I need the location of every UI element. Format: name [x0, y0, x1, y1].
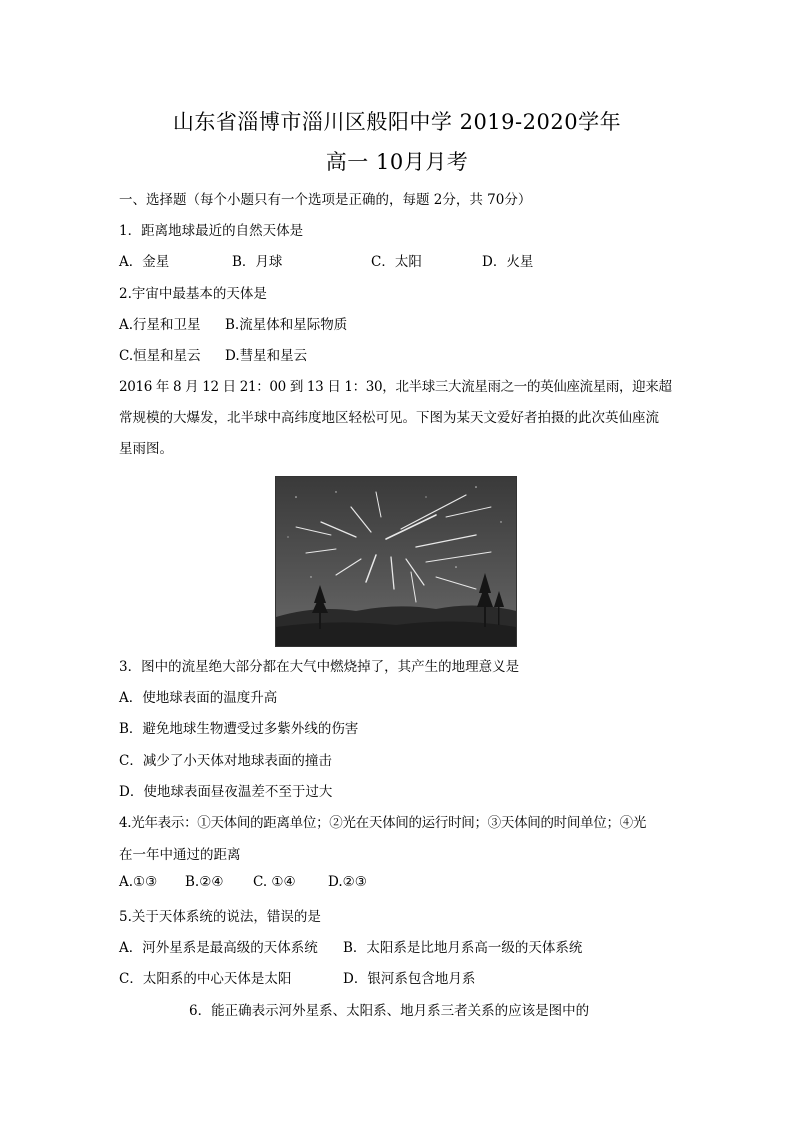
q4-option-c: C. ①④ [253, 874, 296, 890]
q3-option-d: D．使地球表面昼夜温差不至于过大 [119, 784, 333, 800]
q1-option-a: A．金星 [119, 254, 170, 270]
meteor-shower-photo [275, 476, 517, 647]
q4-stem-line-1: 4.光年表示：①天体间的距离单位；②光在天体间的运行时间；③天体间的时间单位；④光 [119, 815, 647, 831]
exam-subtitle: 高一 10月月考 [325, 150, 469, 174]
q5-option-b: B．太阳系是比地月系高一级的天体系统 [343, 940, 583, 956]
exam-title: 山东省淄博市淄川区般阳中学 2019-2020学年 [172, 110, 622, 134]
q2-option-b: B.流星体和星际物质 [225, 317, 348, 333]
q4-stem-line-2: 在一年中通过的距离 [119, 847, 241, 863]
q1-stem: 1．距离地球最近的自然天体是 [119, 223, 304, 239]
q3-option-a: A．使地球表面的温度升高 [119, 690, 278, 706]
q4-option-d: D.②③ [328, 874, 367, 890]
q1-option-d: D．火星 [482, 254, 534, 270]
q3-option-b: B．避免地球生物遭受过多紫外线的伤害 [119, 721, 359, 737]
foreground-ground [276, 621, 516, 646]
q5-option-a: A．河外星系是最高级的天体系统 [119, 940, 318, 956]
q3-stem: 3．图中的流星绝大部分都在大气中燃烧掉了，其产生的地理意义是 [119, 659, 520, 675]
meteor-shower-image [276, 477, 516, 646]
q1-option-b: B．月球 [232, 254, 283, 270]
q5-option-d: D．银河系包含地月系 [343, 971, 476, 987]
passage-line-2: 常规模的大爆发，北半球中高纬度地区轻松可见。下图为某天文爱好者拍摄的此次英仙座流 [119, 410, 659, 426]
q5-stem: 5.关于天体系统的说法，错误的是 [119, 909, 321, 925]
q2-option-c: C.恒星和星云 [119, 348, 201, 364]
q5-option-c: C．太阳系的中心天体是太阳 [119, 971, 292, 987]
section-heading: 一、选择题（每个小题只有一个选项是正确的，每题 2分，共 70分） [119, 192, 532, 208]
passage-line-1: 2016 年 8 月 12 日 21：00 到 13 日 1：30，北半球三大流星雨之一的英仙座流星雨，迎来超 [119, 379, 672, 395]
q6-stem: 6．能正确表示河外星系、太阳系、地月系三者关系的应该是图中的 [189, 1003, 590, 1019]
q3-option-c: C．减少了小天体对地球表面的撞击 [119, 753, 332, 769]
q2-stem: 2.宇宙中最基本的天体是 [119, 286, 267, 302]
q4-option-a: A.①③ [119, 874, 158, 890]
q2-option-a: A.行星和卫星 [119, 317, 201, 333]
passage-line-3: 星雨图。 [119, 441, 173, 457]
q2-option-d: D.彗星和星云 [225, 348, 308, 364]
q4-option-b: B.②④ [185, 874, 224, 890]
q1-option-c: C．太阳 [371, 254, 422, 270]
